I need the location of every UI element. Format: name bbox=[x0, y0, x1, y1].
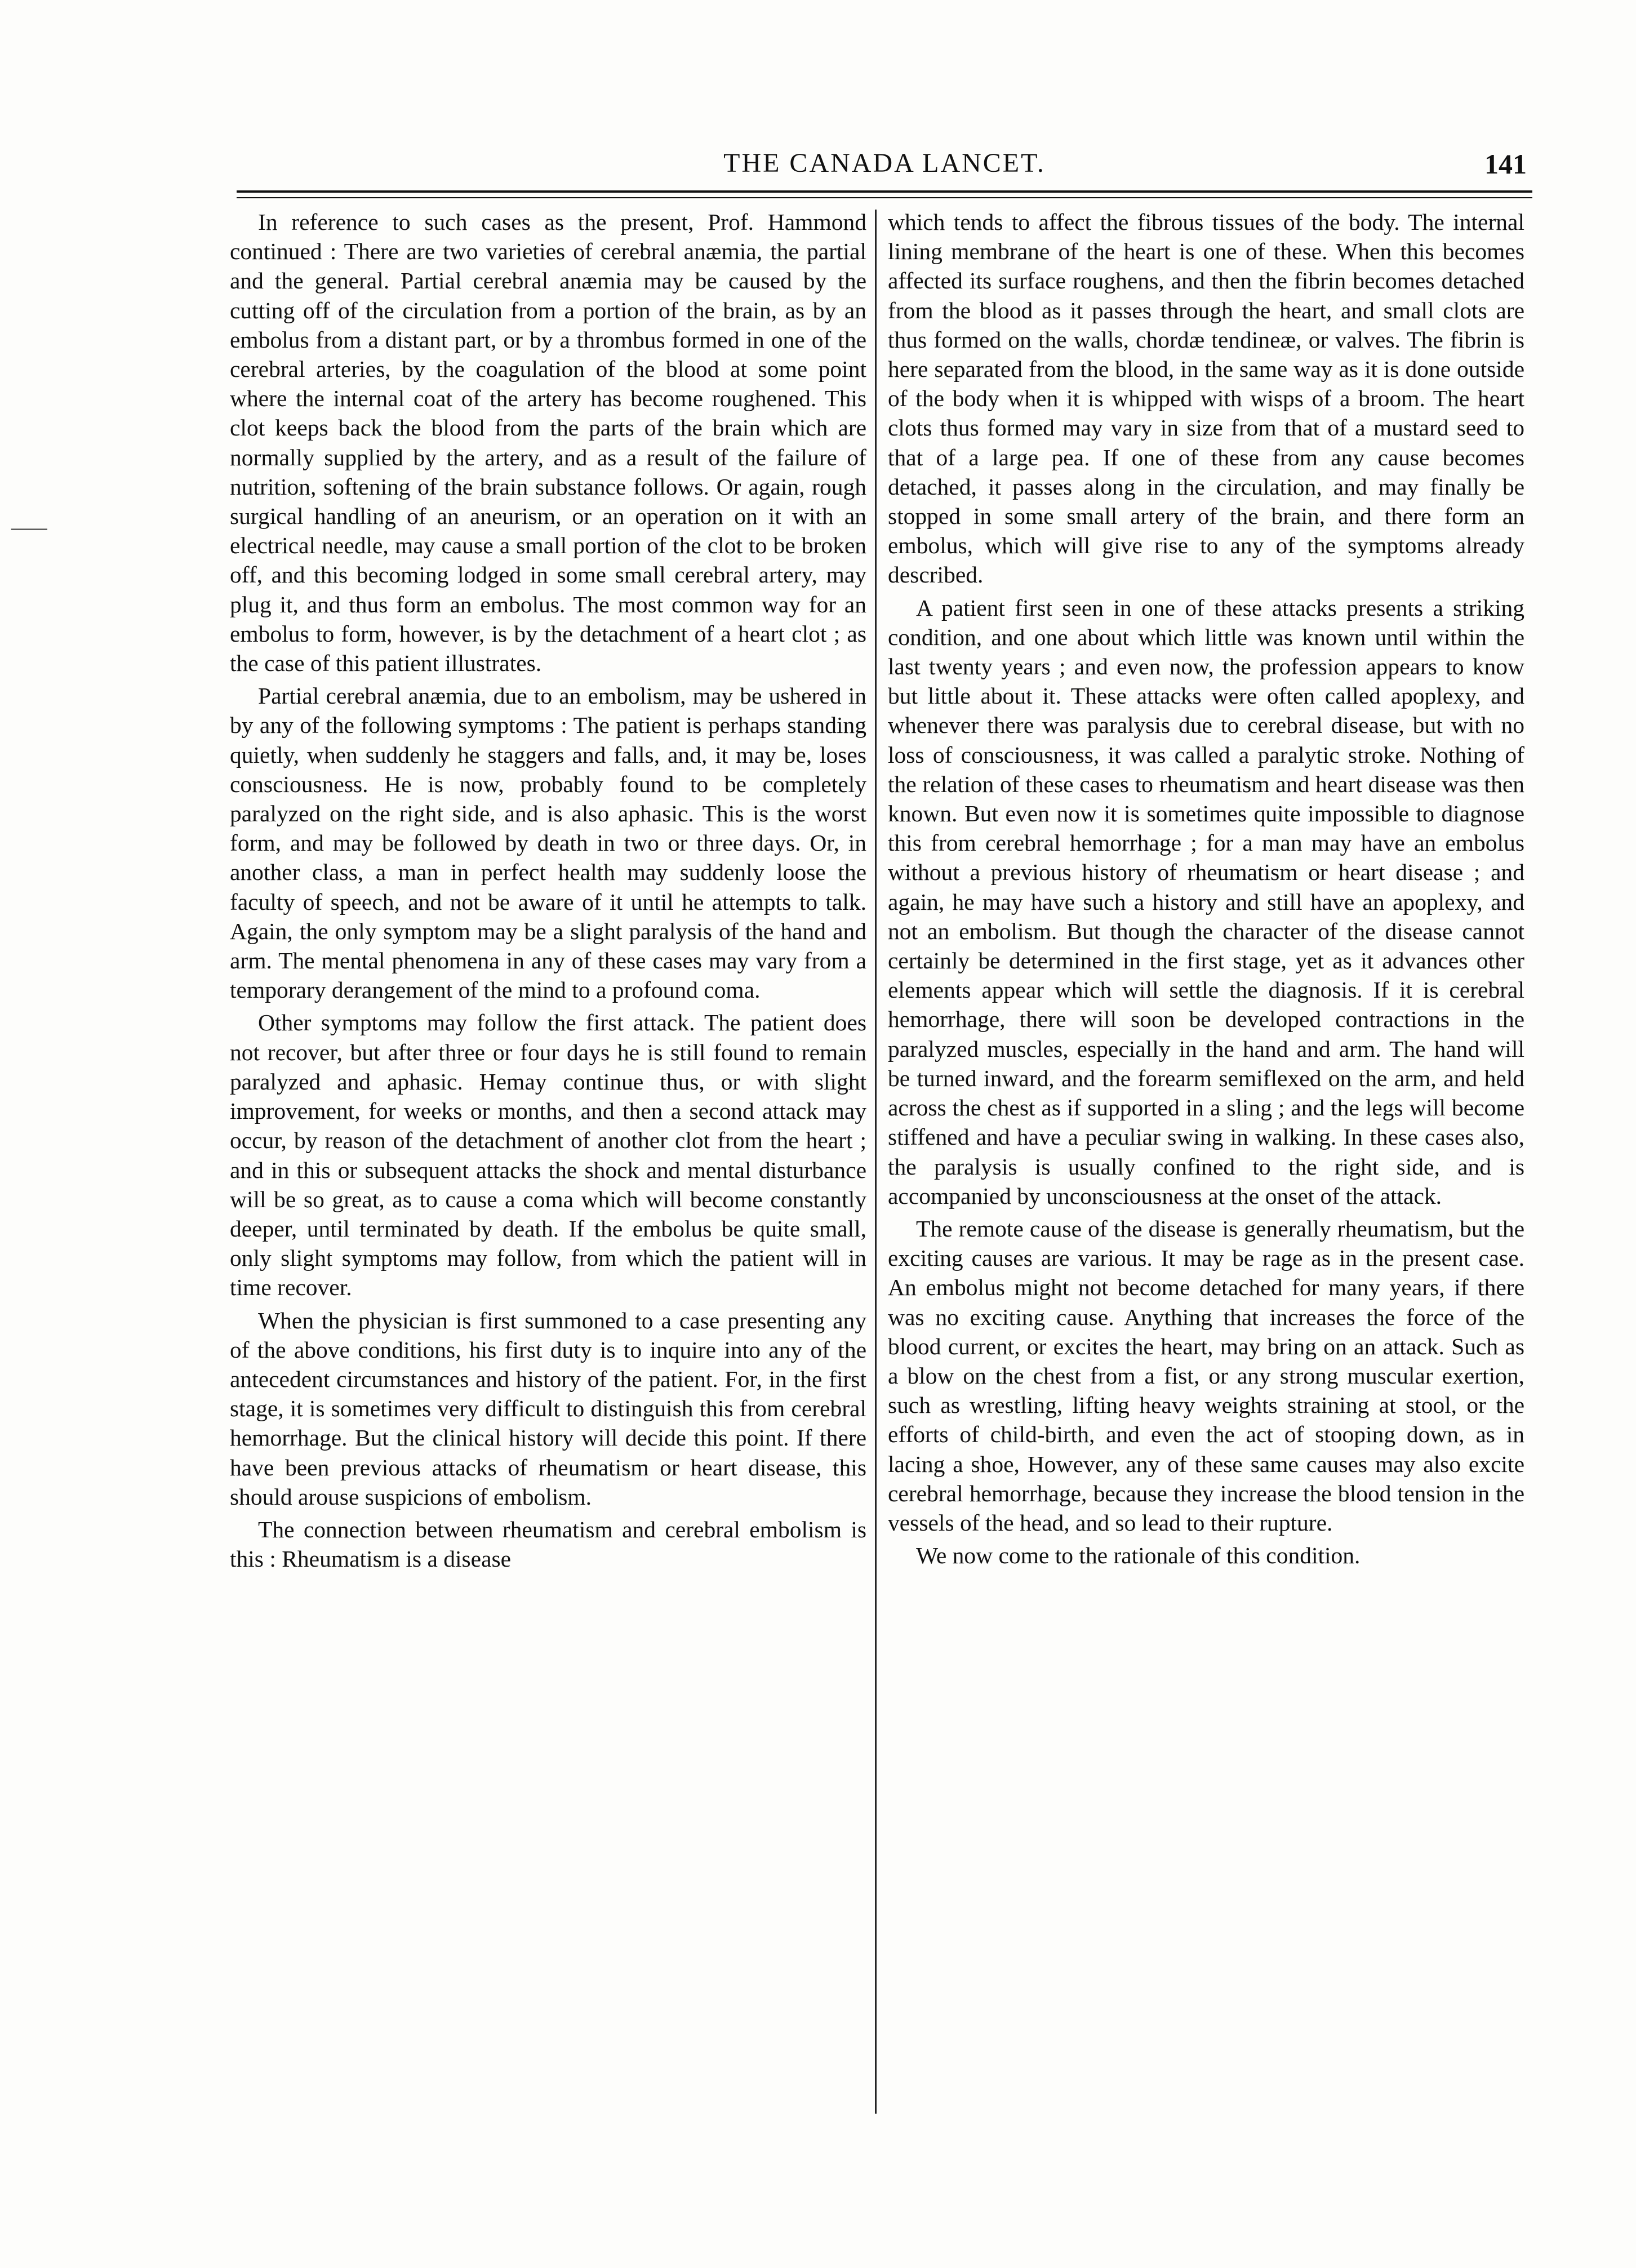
left-column bbox=[230, 207, 866, 1577]
running-title: THE CANADA LANCET. bbox=[723, 148, 1046, 178]
left-paragraph-1: In reference to such cases as the present, Prof. Hammond continued : There are two varieties of cerebral anæmia, the partial and the general. Partial cerebral anæmia may be caused by the cutting off of the circulation from a portion of the brain, as by an embolus from a distant part, or by a thrombus formed in one of the cerebral arteries, by the coagulation of the blood at some point where the internal coat of the artery has become roughened. This clot keeps back the blood from the parts of the brain which are normally supplied by the artery, and as a result of the failure of nutrition, softening of the brain substance follows. Or again, rough surgical handling of an aneurism, or an operation on it with an electrical needle, may cause a small portion of the clot to be broken off, and this becoming lodged in some small cerebral artery, may plug it, and thus form an embolus. The most common way for an embolus to form, however, is by the detachment of a heart clot ; as the case of this patient illustrates. bbox=[230, 209, 866, 677]
right-paragraph-3: The remote cause of the disease is generally rheumatism, but the exciting causes are various. It may be rage as in the present case. An embolus might not become detached for many years, if there was no exciting cause. Anything that increases the force of the blood current, or excites the heart, may bring on an attack. Such as a blow on the chest from a fist, or any strong muscular exertion, such as wrestling, lifting heavy weights straining at stool, or the efforts of child-birth, and even the act of stooping down, as in lacing a shoe, However, any of these same causes may also excite cerebral hemorrhage, because they increase the blood tension in the vessels of the head, and so lead to their rupture. bbox=[888, 1215, 1524, 1536]
right-column bbox=[888, 207, 1524, 1573]
column-divider bbox=[875, 210, 877, 2114]
right-paragraph-1: which tends to affect the fibrous tissues of the body. The internal lining membrane of the heart is one of these. When this becomes affected its surface roughens, and then the fibrin becomes detached from the blood as it passes through the heart, and small clots are thus formed on the walls, chordæ tendineæ, or valves. The fibrin is here separated from the blood, in the same way as it is done outside of the body when it is whipped with wisps of a broom. The heart clots thus formed may vary in size from that of a mustard seed to that of a large pea. If one of these from any cause becomes detached, it passes along in the circulation, and may finally be stopped in some small artery of the brain, and there form an embolus, which will give rise to any of the symptoms already described. bbox=[888, 209, 1524, 588]
left-paragraph-4: When the physician is first summoned to a case presenting any of the above conditions, his first duty is to inquire into any of the antecedent circumstances and history of the patient. For, in the first stage, it is sometimes very difficult to distinguish this from cerebral hemorrhage. But the clinical history will decide this point. If there have been previous attacks of rheumatism or heart disease, this should arouse suspicions of embolism. bbox=[230, 1307, 866, 1510]
left-paragraph-5: The connection between rheumatism and cerebral embolism is this : Rheumatism is a disease bbox=[230, 1516, 866, 1572]
header-rule-thick bbox=[237, 190, 1532, 193]
right-paragraph-2: A patient first seen in one of these attacks presents a striking condition, and one about which little was known until within the last twenty years ; and even now, the profession appears to know but little about it. These attacks were often called apoplexy, and whenever there was paralysis due to cerebral disease, but with no loss of consciousness, it was called a paralytic stroke. Nothing of the relation of these cases to rheumatism and heart disease was then known. But even now it is sometimes quite impossible to diagnose this from cerebral hemorrhage ; for a man may have an embolus without a previous history of rheumatism or heart disease ; and again, he may have such a history and still have an apoplexy, and not an embolism. But though the character of the disease cannot certainly be determined in the first stage, yet as it advances other elements appear which will settle the diagnosis. If it is cerebral hemorrhage, there will soon be developed contractions in the paralyzed muscles, especially in the hand and arm. The hand will be turned inward, and the forearm semiflexed on the arm, and held across the chest as if supported in a sling ; and the legs will become stiffened and have a peculiar swing in walking. In these cases also, the paralysis is usually confined to the right side, and is accompanied by unconsciousness at the onset of the attack. bbox=[888, 594, 1524, 1209]
right-paragraph-4: We now come to the rationale of this condition. bbox=[916, 1542, 1361, 1569]
header-rule-thin bbox=[237, 197, 1532, 198]
left-paragraph-3: Other symptoms may follow the first attack. The patient does not recover, but after three or four days he is still found to remain paralyzed and aphasic. Hemay continue thus, or with slight improvement, for weeks or months, and then a second attack may occur, by reason of the detachment of another clot from the heart ; and in this or subsequent attacks the shock and mental disturbance will be so great, as to cause a coma which will become constantly deeper, until terminated by death. If the embolus be quite small, only slight symptoms may follow, from which the patient will in time recover. bbox=[230, 1010, 866, 1301]
margin-smudge-mark: ⸺ bbox=[10, 515, 48, 540]
page-number: 141 bbox=[1484, 148, 1527, 180]
page-header bbox=[237, 148, 1532, 187]
left-paragraph-2: Partial cerebral anæmia, due to an embolism, may be ushered in by any of the following symptoms : The patient is perhaps standing quietly, when suddenly he staggers and falls, and, it may be, loses consciousness. He is now, probably found to be completely paralyzed on the right side, and is also aphasic. This is the worst form, and may be followed by death in two or three days. Or, in another class, a man in perfect health may suddenly loose the faculty of speech, and not be aware of it until he attempts to talk. Again, the only symptom may be a slight paralysis of the hand and arm. The mental phenomena in any of these cases may vary from a temporary derangement of the mind to a profound coma. bbox=[230, 683, 866, 1003]
